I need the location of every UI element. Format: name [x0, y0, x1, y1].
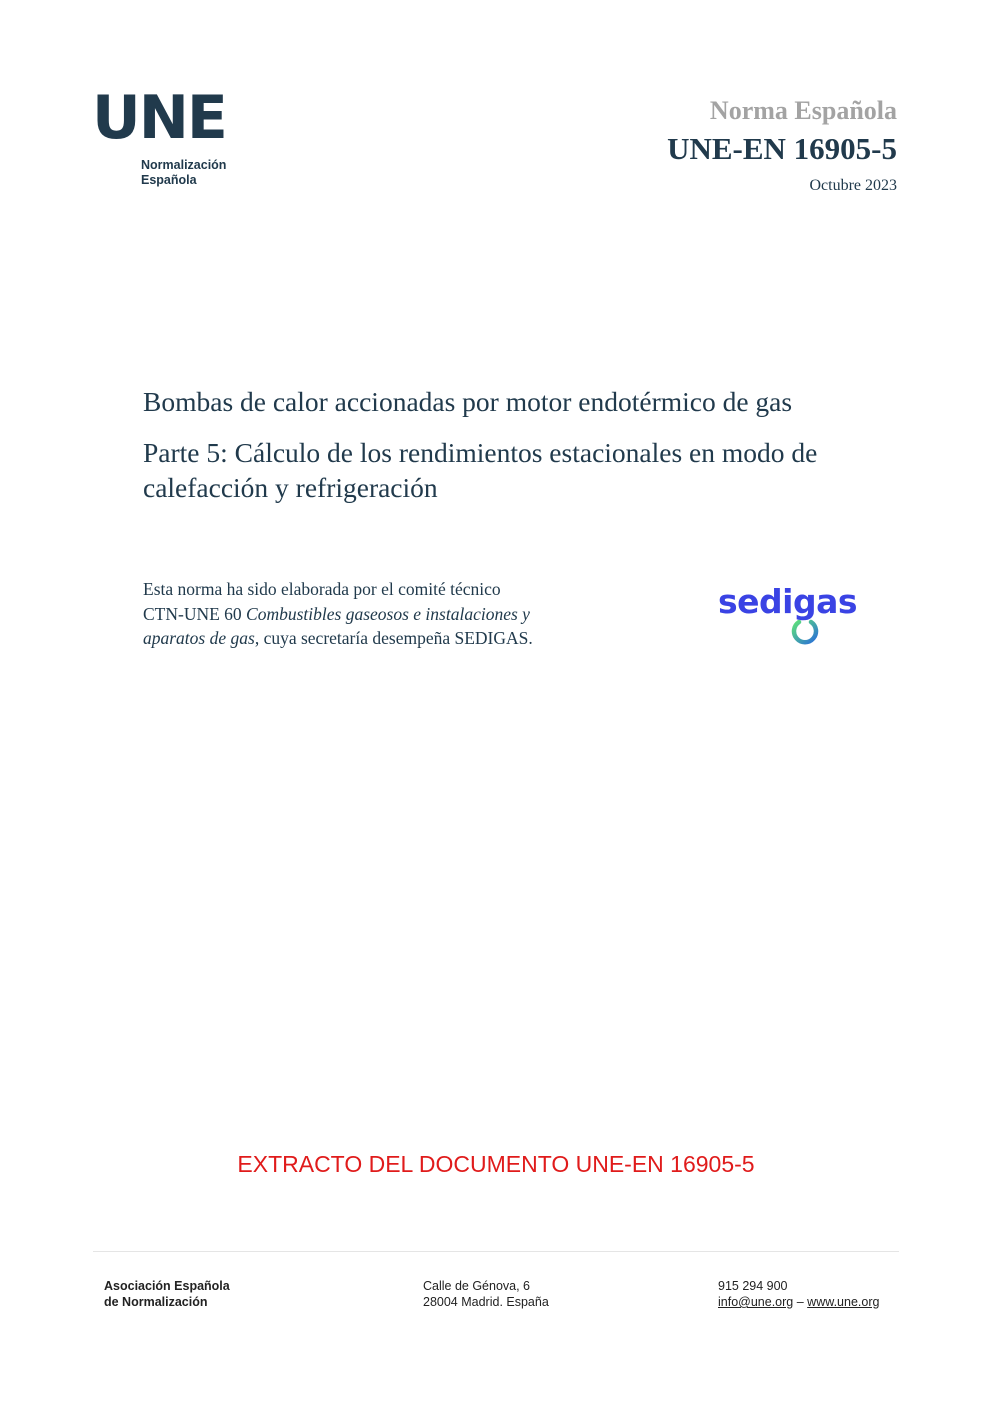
sedigas-ring-icon	[790, 616, 820, 646]
footer-links	[718, 1294, 879, 1310]
une-logo-subtitle-line1: Normalización	[141, 158, 227, 172]
norma-code: UNE-EN 16905-5	[667, 131, 897, 166]
committee-name-part2: aparatos de gas	[143, 628, 255, 648]
une-logo-mark: UNE	[92, 83, 226, 153]
norma-date: Octubre 2023	[809, 177, 897, 194]
committee-code: CTN-UNE 60	[143, 603, 242, 624]
extract-notice: EXTRACTO DEL DOCUMENTO UNE-EN 16905-5	[237, 1151, 755, 1177]
sedigas-logo-text: sedigas	[718, 582, 857, 621]
footer-org-line2: de Normalización	[104, 1295, 208, 1309]
footer-org-line1: Asociación Española	[104, 1279, 230, 1293]
document-part-title: Parte 5: Cálculo de los rendimientos estacionales en modo de calefacción y refrigeración	[143, 437, 818, 503]
committee-statement	[143, 577, 663, 651]
footer-addr-line1: Calle de Génova, 6	[423, 1279, 531, 1293]
footer-phone: 915 294 900	[718, 1279, 788, 1293]
footer-website-link[interactable]: www.une.org	[807, 1295, 880, 1309]
footer-address	[423, 1278, 549, 1310]
sedigas-logo	[718, 582, 868, 648]
footer-addr-line2: 28004 Madrid. España	[423, 1295, 549, 1309]
committee-name-part1: Combustibles gaseosos e instalaciones y	[246, 603, 530, 624]
document-title: Bombas de calor accionadas por motor endotérmico de gas	[143, 386, 793, 417]
une-logo-subtitle	[141, 158, 232, 188]
committee-tail: , cuya secretaría desempeña SEDIGAS.	[254, 628, 533, 648]
footer-divider	[93, 1251, 899, 1252]
footer-email-link[interactable]: info@une.org	[718, 1295, 794, 1309]
norma-label: Norma Española	[709, 96, 897, 125]
committee-line1: Esta norma ha sido elaborada por el comité técnico	[143, 579, 501, 599]
une-logo	[92, 83, 232, 195]
une-logo-subtitle-line2: Española	[141, 173, 197, 187]
footer-organization	[104, 1278, 230, 1310]
footer-contact	[718, 1278, 879, 1310]
footer-link-separator: –	[796, 1295, 804, 1309]
